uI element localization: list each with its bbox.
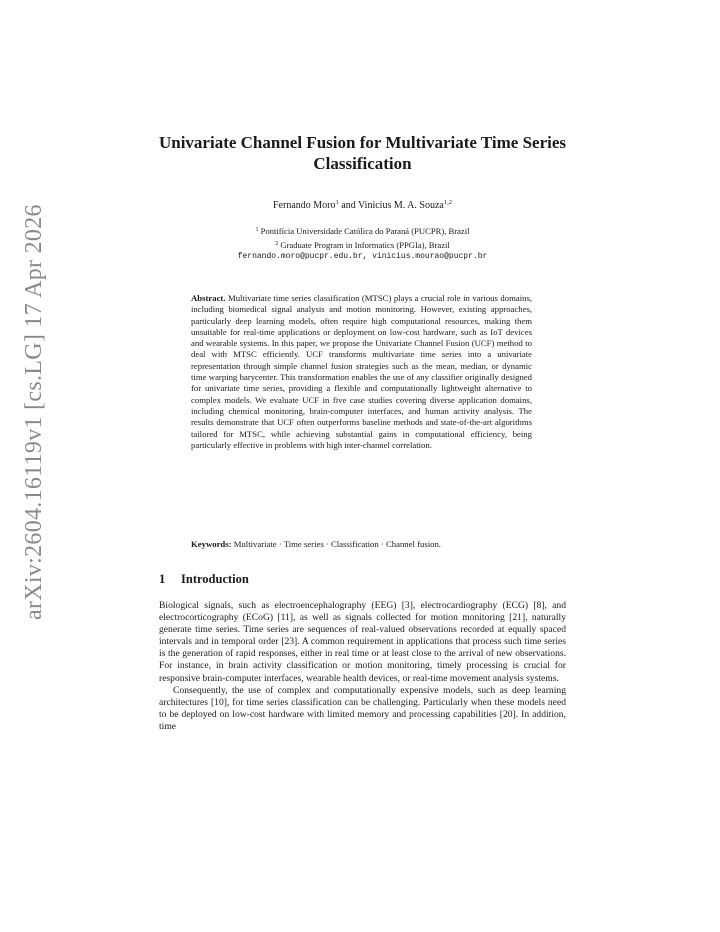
affiliation-line (150, 224, 575, 238)
author-name: Fernando Moro (273, 200, 336, 211)
section-number: 1 (159, 572, 166, 586)
affiliation-text: Graduate Program in Informatics (PPGIa), Brazil (280, 239, 450, 250)
affiliation-block (150, 224, 575, 264)
keywords (191, 539, 532, 550)
abstract (191, 293, 532, 451)
affiliation-text: Pontifícia Universidade Católica do Paraná (PUCPR), Brazil (260, 226, 470, 236)
abstract-text: Multivariate time series classification (MTSC) plays a crucial role in various domains, including biomedical signal analysis and motion monitoring. However, existing approaches, particularly deep learning models, often require high computational resources, making them unsuitable for real-time applications or deployment on low-cost hardware, such as IoT devices and wearable systems. In this paper, we propose the Univariate Channel Fusion (UCF) method to deal with MTSC efficiently. UCF transforms multivariate time series into a univariate representation through simple channel fusion strategies such as the mean, median, or dynamic time warping barycenter. This transformation enables the use of any classifier originally designed for univariate time series, providing a flexible and computationally lightweight alternative to complex models. We evaluate UCF in five case studies covering diverse application domains, including chemical monitoring, brain-computer interfaces, and human activity analysis. The results demonstrate that UCF often outperforms baseline methods and state-of-the-art algorithms tailored for MTSC, while achieving substantial gains in computational efficiency, being particularly effective in problems with high inter-channel correlation. (191, 293, 532, 450)
paper-title: Univariate Channel Fusion for Multivariate Time Series Classification (158, 133, 567, 173)
affiliation-mark: 1 (255, 227, 259, 233)
affiliation-line (150, 238, 575, 252)
paragraph: Biological signals, such as electroencephalography (EEG) [3], electrocardiography (ECG) [8], and electrocorticography (ECoG) [11], as well as signals collected for motion monitoring [21], naturally generate time series. Time series are sequences of real-valued observations recorded at equally spaced intervals and in temporal order [23]. A common requirement in applications that process such time series is the generation of rapid responses, either in real time or at least close to the arrival of new observations. For instance, in brain activity classification or motion monitoring, timely processing is crucial for responsive brain-computer interfaces, wearable health devices, or real-time movement analysis systems. (159, 600, 566, 684)
paragraph: Consequently, the use of complex and computationally expensive models, such as deep learning architectures [10], for time series classification can be challenging. Particularly when these models need to be deployed on low-cost hardware with limited memory and processing capabilities [20]. In addition, time (159, 684, 566, 732)
author-name: Vinicius M. A. Souza (358, 200, 444, 211)
keywords-label: Keywords: (191, 539, 232, 549)
author-list (150, 199, 575, 211)
body-text (159, 600, 566, 733)
author-emails: fernando.moro@pucpr.edu.br, vinicius.mourao@pucpr.br (237, 252, 488, 261)
section-heading (159, 572, 249, 587)
abstract-label: Abstract. (191, 293, 226, 303)
keywords-text: Multivariate · Time series · Classification · Channel fusion. (233, 539, 441, 549)
author-conjunction: and (341, 200, 356, 211)
affiliation-mark: 1,2 (443, 199, 452, 206)
affiliation-mark: 1 (335, 199, 339, 206)
affiliation-mark: 2 (275, 240, 279, 247)
arxiv-identifier: arXiv:2604.16119v1 [cs.LG] 17 Apr 2026 (21, 204, 47, 620)
section-title: Introduction (181, 572, 249, 586)
